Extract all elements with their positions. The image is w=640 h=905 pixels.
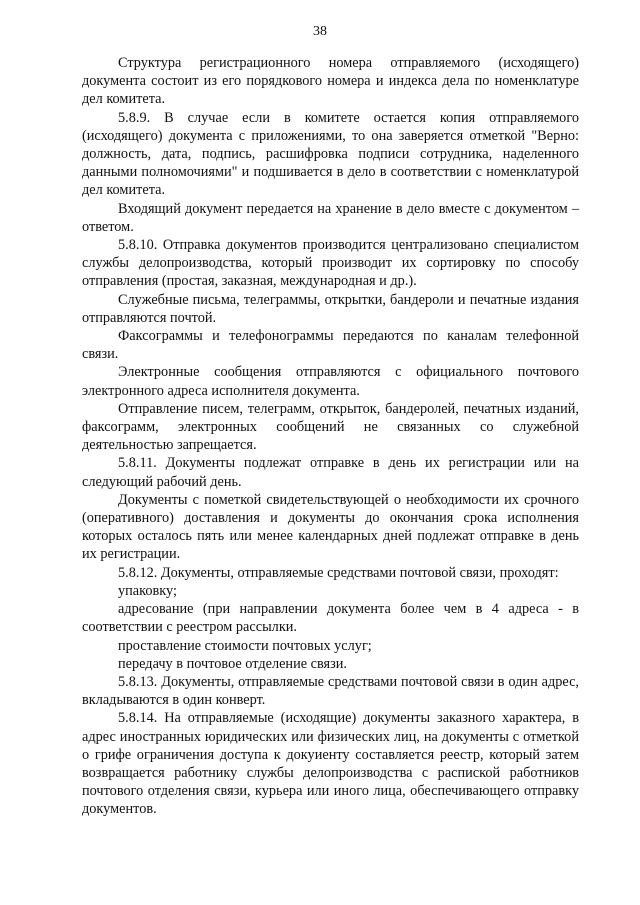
paragraph-5-8-9: 5.8.9. В случае если в комитете остается копия отправляемого (исходящего) документа с приложениями, то она заверяется отметкой "Верно: должность, дата, подпись, расшифровка подписи сотрудника, наделенного данными полномочиями" и подшивается в дело в соответствии с номенклатурой дел комитета.	[82, 109, 579, 199]
paragraph-5-8-12: 5.8.12. Документы, отправляемые средствами почтовой связи, проходят:	[118, 564, 559, 581]
paragraph-fax-phone-messages: Факсограммы и телефонограммы передаются по каналам телефонной связи.	[82, 328, 579, 363]
paragraph-incoming-document-storage: Входящий документ передается на хранение в дело вместе с документом – ответом.	[82, 200, 579, 235]
paragraph-urgent-documents: Документы с пометкой свидетельствующей о необходимости их срочного (оперативного) доставления и документы до окончания срока исполнения которых осталось пять или менее календарных дней подлежат отправке в день их регистрации.	[82, 491, 579, 563]
list-item-packaging: упаковку;	[118, 582, 177, 599]
paragraph-5-8-11: 5.8.11. Документы подлежат отправке в день их регистрации или на следующий рабочий день.	[82, 455, 579, 490]
paragraph-electronic-messages: Электронные сообщения отправляются с официального почтового электронного адреса исполнителя документа.	[82, 364, 579, 399]
paragraph-registration-number-structure: Структура регистрационного номера отправляемого (исходящего) документа состоит из его порядкового номера и индекса дела по номенклатуре дел комитета.	[82, 55, 579, 108]
list-item-postage: проставление стоимости почтовых услуг;	[118, 637, 372, 654]
paragraph-5-8-14: 5.8.14. На отправляемые (исходящие) документы заказного характера, в адрес иностранных юридических или физических лиц, на документы с отметкой о грифе ограничения доступа к докуиенту составляется реестр, который затем возвращается работнику службы делопроизводства с распиской работников почтового отделения связи, курьера или иного лица, обеспечивающего отправку документов.	[82, 710, 579, 818]
paragraph-5-8-10: 5.8.10. Отправка документов производится централизовано специалистом службы делопроизводства, который производит их сортировку по способу отправления (простая, заказная, международная и др.).	[82, 237, 579, 290]
paragraph-prohibited-sending: Отправление писем, телеграмм, открыток, бандеролей, печатных изданий, факсограмм, электронных сообщений не связанных со служебной деятельностью запрещается.	[82, 400, 579, 454]
paragraph-5-8-13: 5.8.13. Документы, отправляемые средствами почтовой связи в один адрес, вкладываются в один конверт.	[82, 673, 579, 709]
page-number: 38	[313, 24, 327, 39]
list-item-post-office-transfer: передачу в почтовое отделение связи.	[118, 655, 348, 672]
list-item-addressing: адресование (при направлении документа более чем в 4 адреса - в соответствии с реестром рассылки.	[82, 601, 579, 636]
document-body	[82, 54, 579, 819]
paragraph-postal-items: Служебные письма, телеграммы, открытки, бандероли и печатные издания отправляются почтой.	[82, 291, 579, 326]
